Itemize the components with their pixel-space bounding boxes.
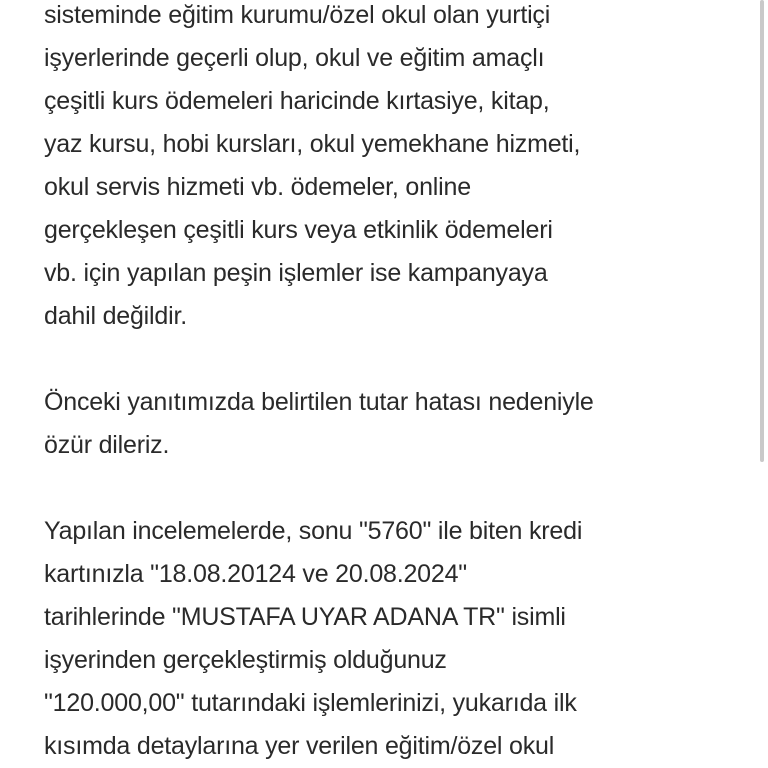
- message-body: [44, 0, 734, 768]
- vertical-scrollbar[interactable]: [760, 0, 764, 462]
- message-paragraph-2: Önceki yanıtımızda belirtilen tutar hatası nedeniyle özür dileriz.: [44, 388, 594, 459]
- paragraph-spacer: [44, 467, 734, 510]
- message-paragraph-1: sisteminde eğitim kurumu/özel okul olan yurtiçi işyerlerinde geçerli olup, okul ve eğitim amaçlı çeşitli kurs ödemeleri haricinde kırtasiye, kitap, yaz kursu, hobi kursları, okul yemekhane hizmeti, okul servis hizmeti vb. ödemeler, online gerçekleşen çeşitli kurs veya etkinlik ödemeleri vb. için yapılan peşin işlemler ise kampanyaya dahil değildir.: [44, 1, 581, 330]
- paragraph-spacer: [44, 338, 734, 381]
- message-paragraph-3: Yapılan incelemelerde, sonu "5760" ile biten kredi kartınızla "18.08.20124 ve 20.08.2024" tarihlerinde "MUSTAFA UYAR ADANA TR" isimli işyerinden gerçekleştirmiş olduğunuz "120.000,00" tutarındaki işlemlerinizi, yukarıda ilk kısımda detaylarına yer verilen eğitim/özel okul: [44, 517, 583, 760]
